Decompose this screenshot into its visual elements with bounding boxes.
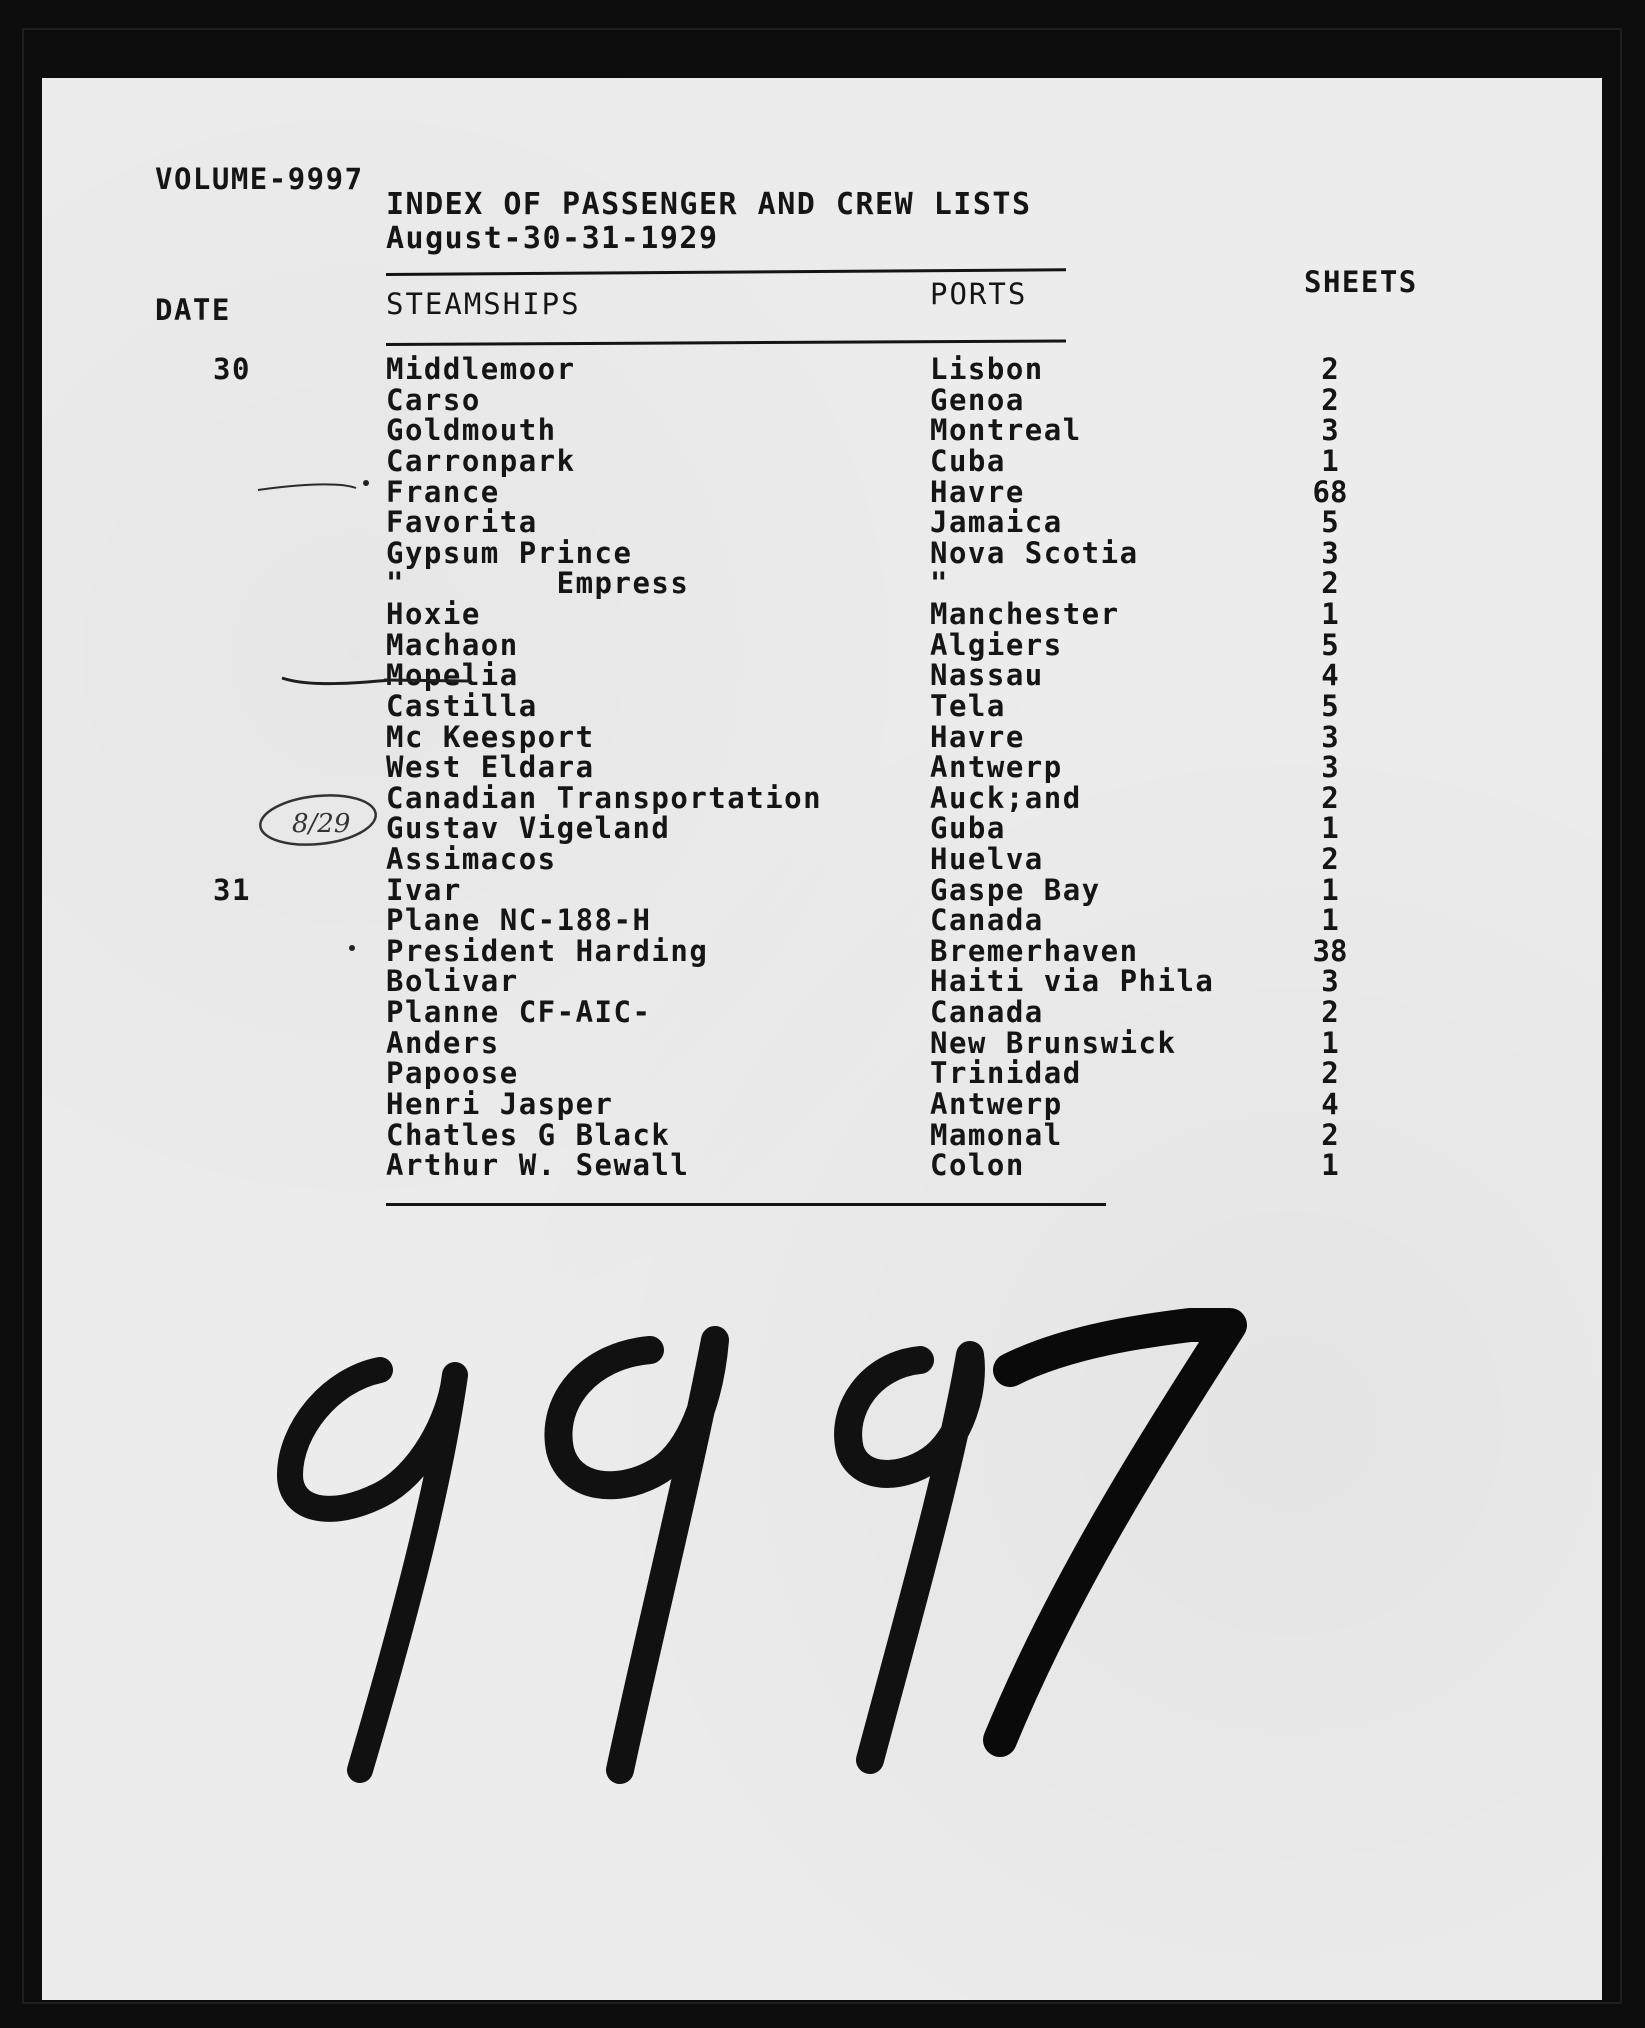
row-ship: Ivar <box>386 873 462 907</box>
row-port: Algiers <box>930 628 1063 662</box>
row-sheets: 2 <box>1321 995 1339 1029</box>
row-ship: Bolivar <box>386 964 519 998</box>
column-header-date: DATE <box>155 293 231 327</box>
row-ship: Planne CF-AIC- <box>386 995 652 1029</box>
volume-label: VOLUME-9997 <box>155 162 364 196</box>
document-title: INDEX OF PASSENGER AND CREW LISTS <box>386 187 1032 222</box>
row-sheets: 2 <box>1321 781 1339 815</box>
row-sheets: 68 <box>1312 475 1348 509</box>
row-ship: West Eldara <box>386 750 595 784</box>
row-sheets: 2 <box>1321 1118 1339 1152</box>
row-sheets: 2 <box>1321 1056 1339 1090</box>
row-sheets: 1 <box>1321 444 1339 478</box>
row-ship: Carso <box>386 383 481 417</box>
row-sheets: 2 <box>1321 566 1339 600</box>
row-sheets: 2 <box>1321 842 1339 876</box>
row-port: " <box>930 566 949 600</box>
row-port: Cuba <box>930 444 1006 478</box>
row-sheets: 1 <box>1321 597 1339 631</box>
row-ship: Assimacos <box>386 842 557 876</box>
row-port: Tela <box>930 689 1006 723</box>
pen-dot-france <box>363 480 369 486</box>
row-sheets: 1 <box>1321 873 1339 907</box>
row-port: Antwerp <box>930 1087 1063 1121</box>
handwritten-digit <box>558 1340 715 1770</box>
row-port: Mamonal <box>930 1118 1063 1152</box>
pen-strike-mopelia <box>384 680 470 681</box>
row-ship: Goldmouth <box>386 413 557 447</box>
row-ship: Middlemoor <box>386 352 576 386</box>
row-port: Auck;and <box>930 781 1082 815</box>
column-header-ports: PORTS <box>930 277 1028 311</box>
row-port: Jamaica <box>930 505 1063 539</box>
row-sheets: 3 <box>1321 964 1339 998</box>
row-port: Genoa <box>930 383 1025 417</box>
row-ship: " Empress <box>386 566 690 600</box>
row-port: Huelva <box>930 842 1044 876</box>
row-ship: Favorita <box>386 505 538 539</box>
row-ship: Plane NC-188-H <box>386 903 652 937</box>
row-port: Bremerhaven <box>930 934 1139 968</box>
row-port: Canada <box>930 903 1044 937</box>
row-port: Colon <box>930 1148 1025 1182</box>
row-sheets: 1 <box>1321 1026 1339 1060</box>
row-sheets: 3 <box>1321 750 1339 784</box>
pen-dot-president-harding <box>349 945 355 951</box>
row-ship: Mopelia <box>386 658 519 692</box>
row-sheets: 1 <box>1321 1148 1339 1182</box>
row-port: Gaspe Bay <box>930 873 1101 907</box>
row-sheets: 2 <box>1321 352 1339 386</box>
row-ship: Anders <box>386 1026 500 1060</box>
row-date: 31 <box>213 873 251 907</box>
column-header-sheets: SHEETS <box>1304 265 1418 299</box>
row-port: Havre <box>930 720 1025 754</box>
row-sheets: 3 <box>1321 536 1339 570</box>
row-ship: Arthur W. Sewall <box>386 1148 690 1182</box>
row-ship: Castilla <box>386 689 538 723</box>
handwritten-digit <box>290 1370 455 1770</box>
row-port: Havre <box>930 475 1025 509</box>
row-ship: Chatles G Black <box>386 1118 671 1152</box>
row-port: Canada <box>930 995 1044 1029</box>
row-sheets: 3 <box>1321 720 1339 754</box>
row-ship: President Harding <box>386 934 709 968</box>
row-port: Nassau <box>930 658 1044 692</box>
row-ship: Papoose <box>386 1056 519 1090</box>
row-date: 30 <box>213 352 251 386</box>
row-ship: Mc Keesport <box>386 720 595 754</box>
row-sheets: 3 <box>1321 413 1339 447</box>
handwritten-volume-number <box>270 1270 1570 1820</box>
row-port: Guba <box>930 811 1006 845</box>
row-ship: Henri Jasper <box>386 1087 614 1121</box>
row-port: Lisbon <box>930 352 1044 386</box>
row-sheets: 5 <box>1321 689 1339 723</box>
row-ship: Gustav Vigeland <box>386 811 671 845</box>
circled-note-text: 8/29 <box>292 809 351 839</box>
document-date-range: August-30-31-1929 <box>386 221 719 256</box>
pen-dash-mopelia <box>282 678 390 684</box>
row-port: Montreal <box>930 413 1082 447</box>
pen-dash-france <box>258 484 356 490</box>
column-header-steamships: STEAMSHIPS <box>386 287 581 321</box>
row-ship: Hoxie <box>386 597 481 631</box>
row-sheets: 5 <box>1321 628 1339 662</box>
handwritten-digit <box>1000 1325 1230 1740</box>
row-sheets: 2 <box>1321 383 1339 417</box>
handwritten-digit <box>848 1355 971 1760</box>
row-sheets: 1 <box>1321 903 1339 937</box>
row-sheets: 4 <box>1321 658 1339 692</box>
row-port: New Brunswick <box>930 1026 1177 1060</box>
row-sheets: 4 <box>1321 1087 1339 1121</box>
row-sheets: 5 <box>1321 505 1339 539</box>
row-ship: Canadian Transportation <box>386 781 823 815</box>
row-ship: France <box>386 475 500 509</box>
row-port: Antwerp <box>930 750 1063 784</box>
row-ship: Carronpark <box>386 444 576 478</box>
row-sheets: 1 <box>1321 811 1339 845</box>
row-port: Haiti via Phila <box>930 964 1215 998</box>
row-port: Manchester <box>930 597 1120 631</box>
row-sheets: 38 <box>1312 934 1348 968</box>
row-ship: Gypsum Prince <box>386 536 633 570</box>
row-ship: Machaon <box>386 628 519 662</box>
row-port: Nova Scotia <box>930 536 1139 570</box>
row-port: Trinidad <box>930 1056 1082 1090</box>
